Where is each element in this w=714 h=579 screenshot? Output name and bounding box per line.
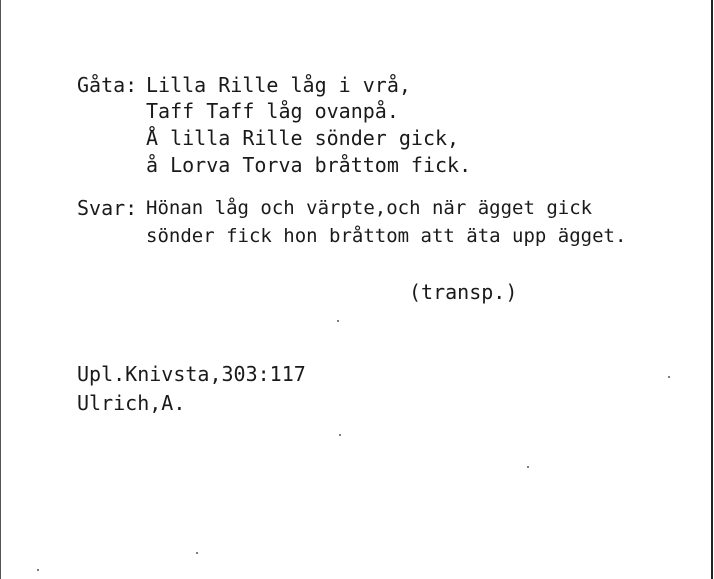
scan-speck	[37, 569, 39, 571]
scan-speck	[668, 376, 670, 378]
card-left-edge	[0, 0, 1, 579]
collector-name: Ulrich,A.	[77, 391, 186, 415]
answer-label: Svar:	[77, 196, 138, 220]
riddle-line-4: å Lorva Torva bråttom fick.	[146, 153, 472, 177]
scan-speck	[337, 320, 339, 322]
transcription-note: (transp.)	[409, 280, 518, 304]
scan-speck	[339, 434, 341, 436]
source-location: Upl.Knivsta,303:117	[77, 362, 306, 386]
card-right-edge	[711, 0, 713, 579]
riddle-line-1: Lilla Rille låg i vrå,	[146, 73, 411, 97]
riddle-line-3: Å lilla Rille sönder gick,	[146, 126, 460, 150]
answer-line-2: sönder fick hon bråttom att äta upp ägget.	[146, 225, 627, 247]
scan-speck	[527, 466, 529, 468]
riddle-line-2: Taff Taff låg ovanpå.	[146, 99, 399, 123]
scan-speck	[196, 552, 198, 554]
riddle-label: Gåta:	[77, 73, 138, 97]
answer-line-1: Hönan låg och värpte,och när ägget gick	[146, 197, 593, 219]
